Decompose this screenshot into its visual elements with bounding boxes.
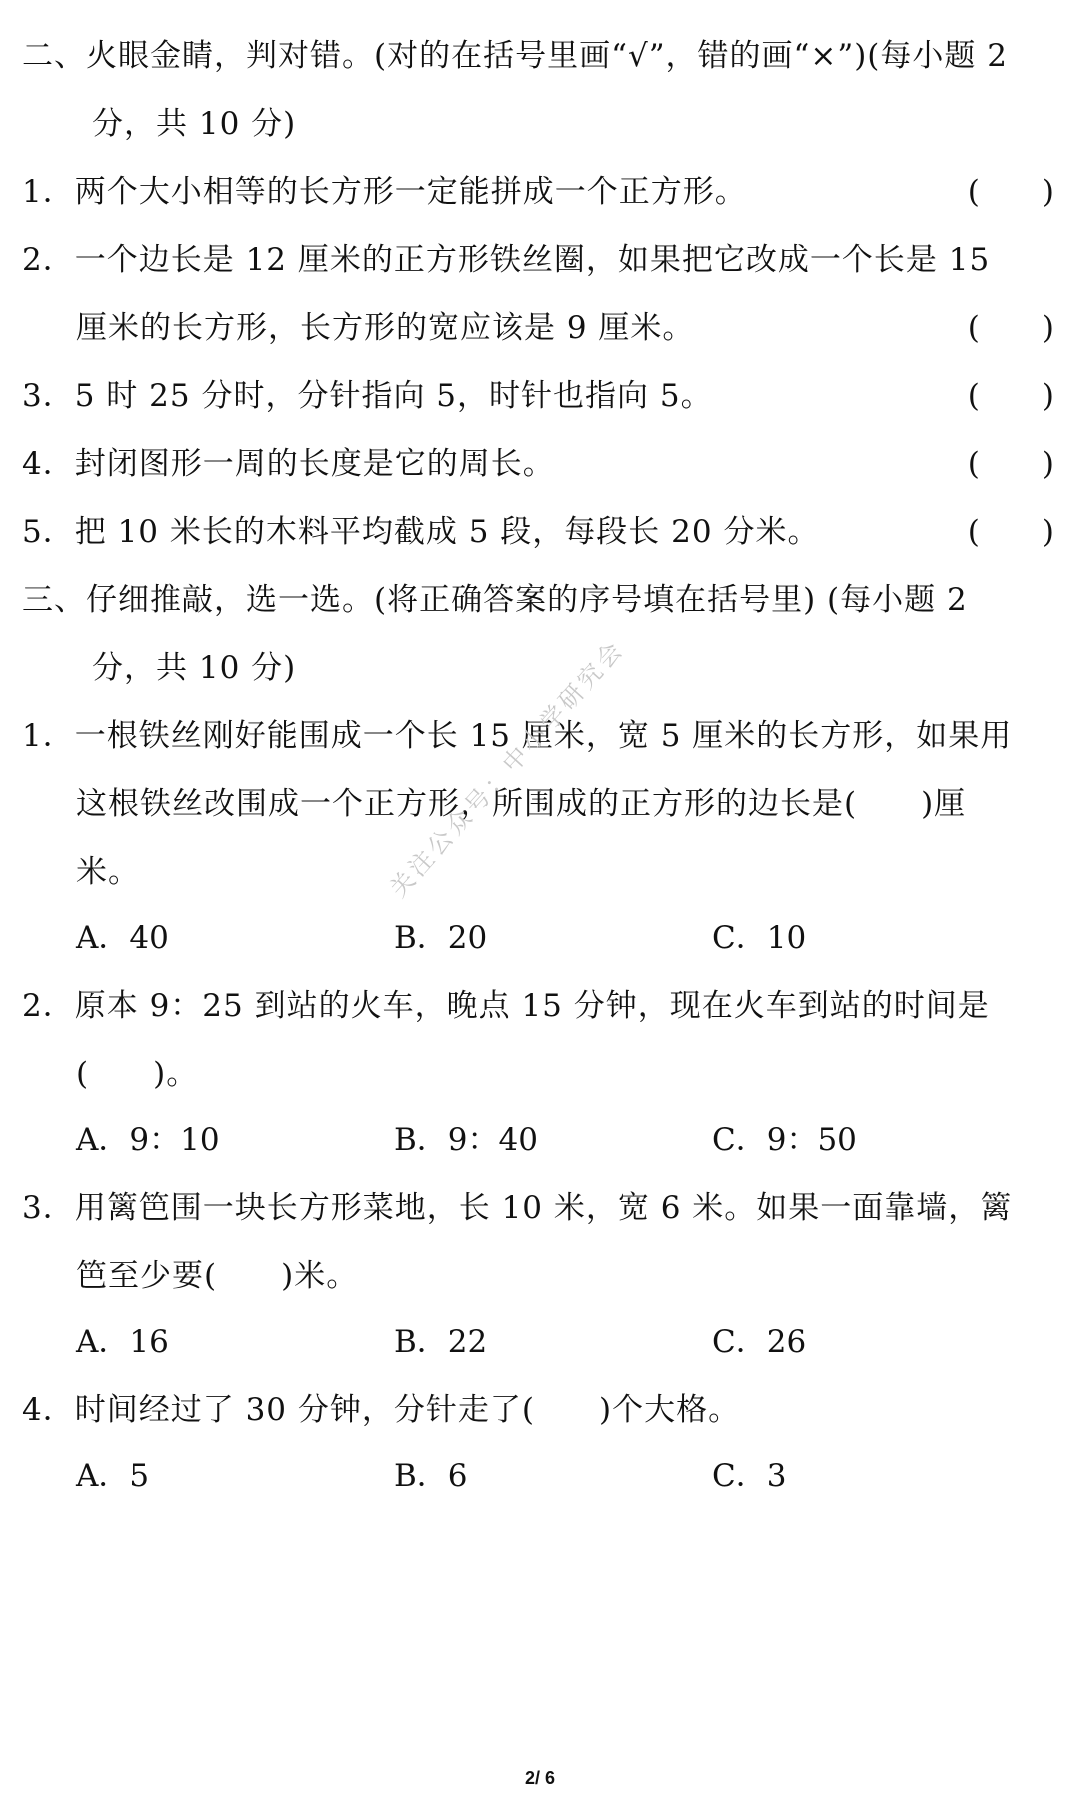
choice-question-2-line1: 2．原本 9：25 到站的火车，晚点 15 分钟，现在火车到站的时间是	[22, 988, 990, 1024]
choice-question-3-line2: 笆至少要( )米。	[76, 1258, 359, 1294]
choice-question-1-line2: 这根铁丝改围成一个正方形，所围成的正方形的边长是( )厘	[76, 786, 967, 822]
choice-question-3-option-b[interactable]: B．22	[394, 1324, 488, 1360]
choice-question-1-line3: 米。	[76, 854, 140, 890]
section3-heading-line2: 分，共 10 分)	[92, 650, 297, 686]
choice-question-3-option-a[interactable]: A．16	[76, 1324, 169, 1360]
judge-item-2-line2: 厘米的长方形，长方形的宽应该是 9 厘米。	[76, 310, 695, 346]
choice-question-3-option-c[interactable]: C．26	[712, 1324, 807, 1360]
judge-item-2-line1: 2．一个边长是 12 厘米的正方形铁丝圈，如果把它改成一个长是 15	[22, 242, 991, 278]
judge-item-4-answer-paren[interactable]: ( )	[967, 446, 1054, 482]
section3-heading-line1: 三、仔细推敲，选一选。(将正确答案的序号填在括号里) (每小题 2	[22, 582, 968, 618]
section2-heading-line1: 二、火眼金睛，判对错。(对的在括号里画“√”，错的画“×”)(每小题 2	[22, 38, 1008, 74]
choice-question-1-option-b[interactable]: B．20	[394, 920, 488, 956]
page-number: 2/ 6	[524, 1768, 556, 1788]
choice-question-2-option-b[interactable]: B．9：40	[394, 1122, 538, 1158]
choice-question-2-option-c[interactable]: C．9：50	[712, 1122, 857, 1158]
section2-heading-line2: 分，共 10 分)	[92, 106, 297, 142]
choice-question-3-line1: 3．用篱笆围一块长方形菜地，长 10 米，宽 6 米。如果一面靠墙，篱	[22, 1190, 1013, 1226]
judge-item-3: 3．5 时 25 分时，分针指向 5，时针也指向 5。	[22, 378, 713, 414]
choice-question-1-option-a[interactable]: A．40	[76, 920, 169, 956]
choice-question-1-option-c[interactable]: C．10	[712, 920, 807, 956]
judge-item-1: 1．两个大小相等的长方形一定能拼成一个正方形。	[22, 174, 747, 210]
choice-question-2-line2: ( )。	[76, 1056, 199, 1092]
judge-item-4: 4．封闭图形一周的长度是它的周长。	[22, 446, 555, 482]
judge-item-5: 5．把 10 米长的木料平均截成 5 段，每段长 20 分米。	[22, 514, 820, 550]
choice-question-4-option-a[interactable]: A．5	[76, 1458, 150, 1494]
choice-question-4-option-c[interactable]: C．3	[712, 1458, 787, 1494]
choice-question-4-line1: 4．时间经过了 30 分钟，分针走了( )个大格。	[22, 1392, 741, 1428]
judge-item-3-answer-paren[interactable]: ( )	[967, 378, 1054, 414]
choice-question-4-option-b[interactable]: B．6	[394, 1458, 468, 1494]
judge-item-1-answer-paren[interactable]: ( )	[967, 174, 1054, 210]
judge-item-2-answer-paren[interactable]: ( )	[967, 310, 1054, 346]
choice-question-1-line1: 1．一根铁丝刚好能围成一个长 15 厘米，宽 5 厘米的长方形，如果用	[22, 718, 1013, 754]
choice-question-2-option-a[interactable]: A．9：10	[76, 1122, 220, 1158]
watermark: 关注公众号：中小学研究会	[384, 634, 631, 903]
judge-item-5-answer-paren[interactable]: ( )	[967, 514, 1054, 550]
